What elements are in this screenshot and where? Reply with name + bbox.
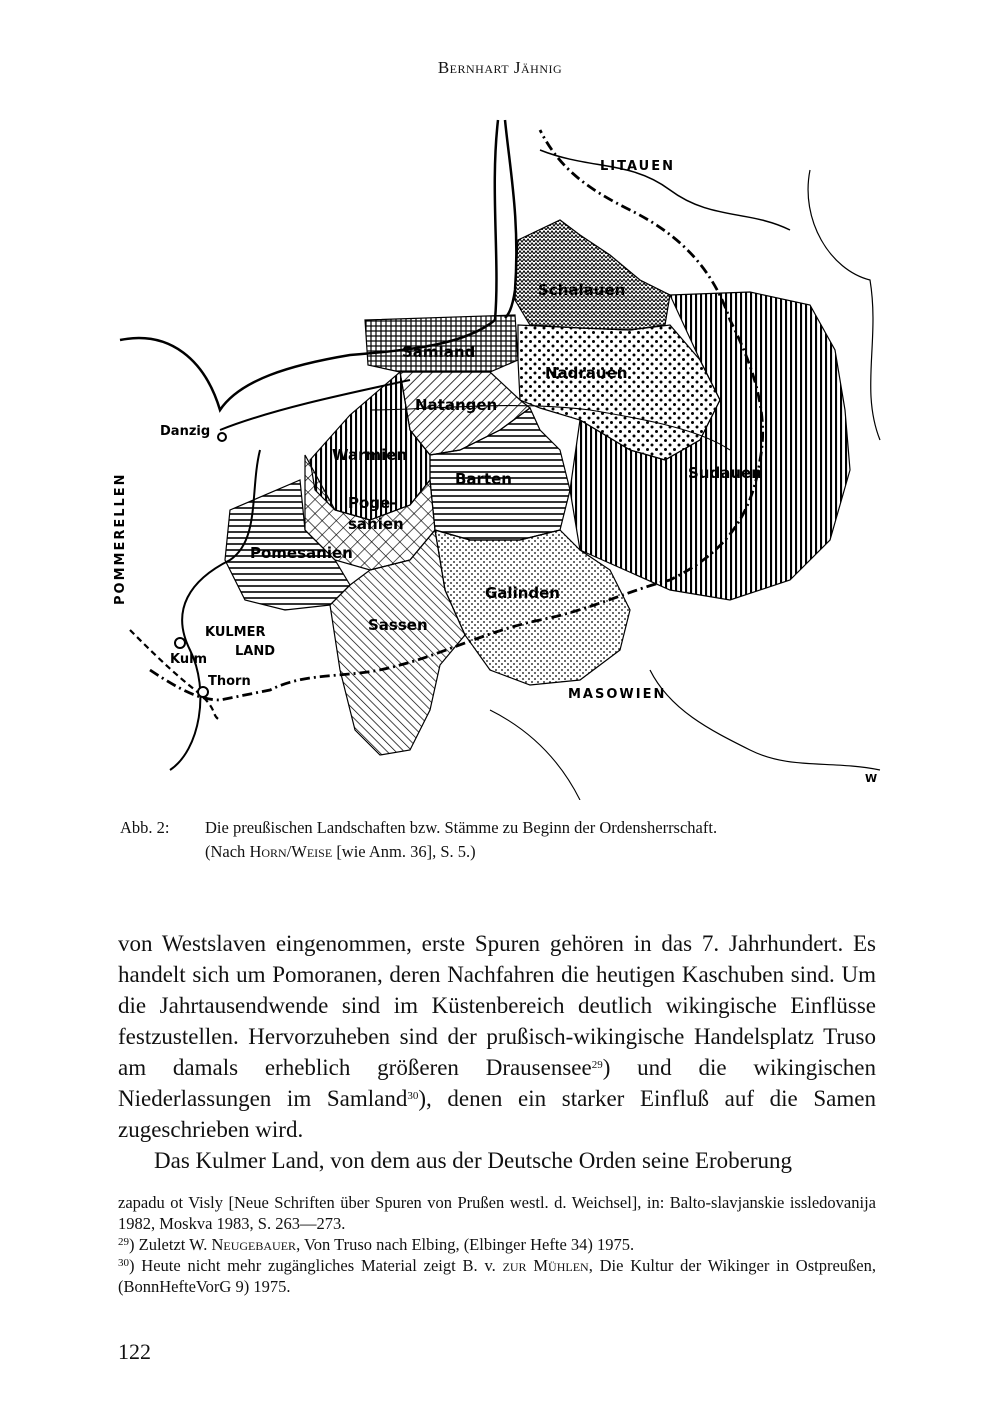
caption-label: Abb. 2: xyxy=(120,818,170,837)
paragraph-1: von Westslaven eingenommen, erste Spuren gehören in das 7. Jahrhundert. Es handelt sich um Pomoranen, deren Nachfahren die heutigen Kaschuben sind. Um die Jahrtausendwende sind im Küstenbereich deutlich wikingische Einflüsse festzustellen. Hervorzuheben sind der prußisch-wikingische Handelsplatz Truso am damals erheblich größeren Drausensee$^{29}$) und die wikingischen Niederlassungen im Samland$^{30}$), denen ein starker Einfluß auf die Samen zugeschrieben wird. xyxy=(118,931,876,1142)
body-text xyxy=(118,928,876,1176)
label-pogesanien-1: Poge- xyxy=(348,494,397,512)
caption-text xyxy=(205,816,885,864)
label-litauen: LITAUEN xyxy=(600,159,675,174)
caption-line-2: (Nach Horn/Weise [wie Anm. 36], S. 5.) xyxy=(205,842,476,861)
prussia-landscapes-map xyxy=(110,110,890,800)
label-sassen: Sassen xyxy=(368,616,428,634)
map-signature: W xyxy=(865,772,878,785)
label-masowien: MASOWIEN xyxy=(568,687,667,702)
label-kulmer: KULMER xyxy=(205,625,266,640)
label-warmien: Warmien xyxy=(332,446,408,464)
danzig-marker xyxy=(218,433,226,441)
label-schalauen: Schalauen xyxy=(538,281,626,299)
label-kulm: Kulm xyxy=(170,652,208,667)
river-south xyxy=(650,670,880,770)
label-nadrauen: Nadrauen xyxy=(545,364,628,382)
footnotes xyxy=(118,1192,876,1297)
label-pomesanien: Pomesanien xyxy=(250,544,353,562)
kulm-marker xyxy=(175,638,185,648)
running-head: Bernhart Jähnig xyxy=(437,58,563,77)
map-figure xyxy=(110,110,890,800)
paragraph-2: Das Kulmer Land, von dem aus der Deutsche Orden seine Eroberung xyxy=(154,1148,793,1173)
footnote-ref-30[interactable]: 30 xyxy=(407,1090,419,1102)
coastline-curonian xyxy=(505,120,516,318)
label-barten: Barten xyxy=(455,470,512,488)
label-thorn: Thorn xyxy=(208,674,251,689)
label-pogesanien-2: sanien xyxy=(348,515,404,533)
label-natangen: Natangen xyxy=(415,396,498,414)
river-narew xyxy=(490,710,580,800)
footnote-ref-29[interactable]: 29 xyxy=(591,1059,603,1071)
label-danzig: Danzig xyxy=(160,424,211,439)
footnote-30: $^{30}$) Heute nicht mehr zugängliches Material zeigt B. v. zur Mühlen, Die Kultur der Wikinger in Ostpreußen, (BonnHefteVorG 9) 1975. xyxy=(118,1256,876,1296)
label-land: LAND xyxy=(235,644,276,659)
footnote-29: $^{29}$) Zuletzt W. Neugebauer, Von Truso nach Elbing, (Elbinger Hefte 34) 1975. xyxy=(118,1235,635,1254)
river-vistula xyxy=(170,450,260,770)
label-galinden: Galinden xyxy=(485,584,560,602)
thorn-marker xyxy=(198,687,208,697)
page-number: 122 xyxy=(118,1339,151,1364)
caption-line-1: Die preußischen Landschaften bzw. Stämme zu Beginn der Ordensherrschaft. xyxy=(205,818,718,837)
label-sudauen: Sudauen xyxy=(688,464,762,482)
footnote-continuation: zapadu ot Visly [Neue Schriften über Spuren von Prußen westl. d. Weichsel], in: Balto-slavjanskie issledovanija 1982, Moskva 1983, S. 263—273. xyxy=(118,1193,876,1233)
region-schalauen xyxy=(515,220,670,330)
label-samland: Samland xyxy=(402,343,476,361)
label-pommerellen: POMMERELLEN xyxy=(113,472,128,605)
